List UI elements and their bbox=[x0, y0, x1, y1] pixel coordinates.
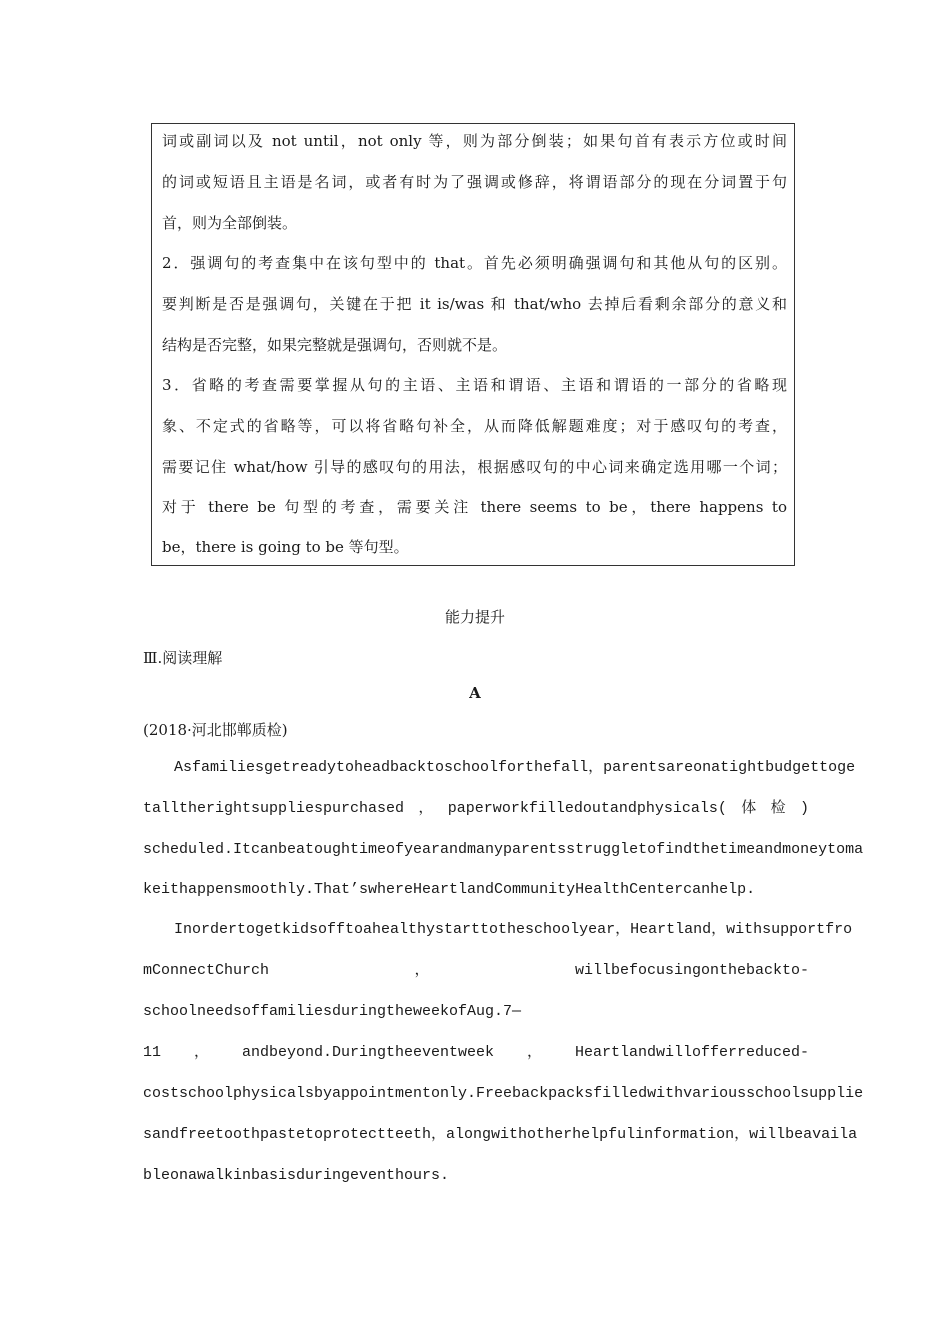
passage-line: mConnectChurch，willbefocusingonthebackto- bbox=[143, 962, 809, 979]
part-heading: Ⅲ.阅读理解 bbox=[143, 649, 223, 667]
passage-line: Asfamiliesgetreadytoheadbacktoschoolforthefall，parentsareonatightbudgettoge bbox=[174, 759, 856, 776]
info-box bbox=[151, 123, 795, 566]
passage-line: schoolneedsoffamiliesduringtheweekofAug.7— bbox=[143, 1003, 522, 1020]
source-note: (2018·河北邯郸质检) bbox=[143, 721, 288, 739]
box-line: 要判断是否是强调句，关键在于把 it is/was 和 that/who 去掉后看剩余部分的意义和 bbox=[162, 295, 787, 313]
section-title: 能力提升 bbox=[444, 608, 505, 626]
passage-line: Inordertogetkidsofftoahealthystarttotheschoolyear，Heartland，withsupportfro bbox=[174, 921, 853, 938]
box-line: 需要记住 what/how 引导的感叹句的用法，根据感叹句的中心词来确定选用哪一个词； bbox=[162, 458, 787, 476]
box-line: be，there is going to be 等句型。 bbox=[162, 538, 409, 556]
passage-line: keithappensmoothly.That’swhereHeartlandCommunityHealthCentercanhelp. bbox=[143, 881, 756, 898]
box-line: 象、不定式的省略等，可以将省略句补全，从而降低解题难度；对于感叹句的考查， bbox=[162, 417, 787, 435]
box-line: 结构是否完整，如果完整就是强调句，否则就不是。 bbox=[162, 336, 508, 354]
box-line: 词或副词以及 not until，not only 等，则为部分倒装；如果句首有表示方位或时间 bbox=[162, 132, 787, 150]
box-line: 3．省略的考查需要掌握从句的主语、主语和谓语、主语和谓语的一部分的省略现 bbox=[162, 376, 787, 394]
passage-line: talltherightsuppliespurchased，paperworkfilledoutandphysicals(体检) bbox=[143, 800, 809, 817]
box-line: 首，则为全部倒装。 bbox=[162, 214, 298, 232]
passage-line: 11，andbeyond.Duringtheeventweek，Heartlandwillofferreduced- bbox=[143, 1044, 809, 1061]
passage-line: bleonawalkinbasisduringeventhours. bbox=[143, 1167, 450, 1184]
passage-line: sandfreetoothpastetoprotectteeth，alongwithotherhelpfulinformation，willbeavaila bbox=[143, 1126, 858, 1143]
box-line: 2．强调句的考查集中在该句型中的 that。首先必须明确强调句和其他从句的区别。 bbox=[162, 254, 787, 272]
box-line: 的词或短语且主语是名词，或者有时为了强调或修辞，将谓语部分的现在分词置于句 bbox=[162, 173, 787, 191]
passage-label: A bbox=[469, 684, 481, 702]
passage-line: costschoolphysicalsbyappointmentonly.Freebackpacksfilledwithvariousschoolsupplie bbox=[143, 1085, 864, 1102]
box-line: 对于 there be 句型的考查，需要关注 there seems to be，there happens to bbox=[162, 498, 787, 516]
passage-line: scheduled.Itcanbeatoughtimeofyearandmanyparentsstruggletofindthetimeandmoneytoma bbox=[143, 841, 864, 858]
